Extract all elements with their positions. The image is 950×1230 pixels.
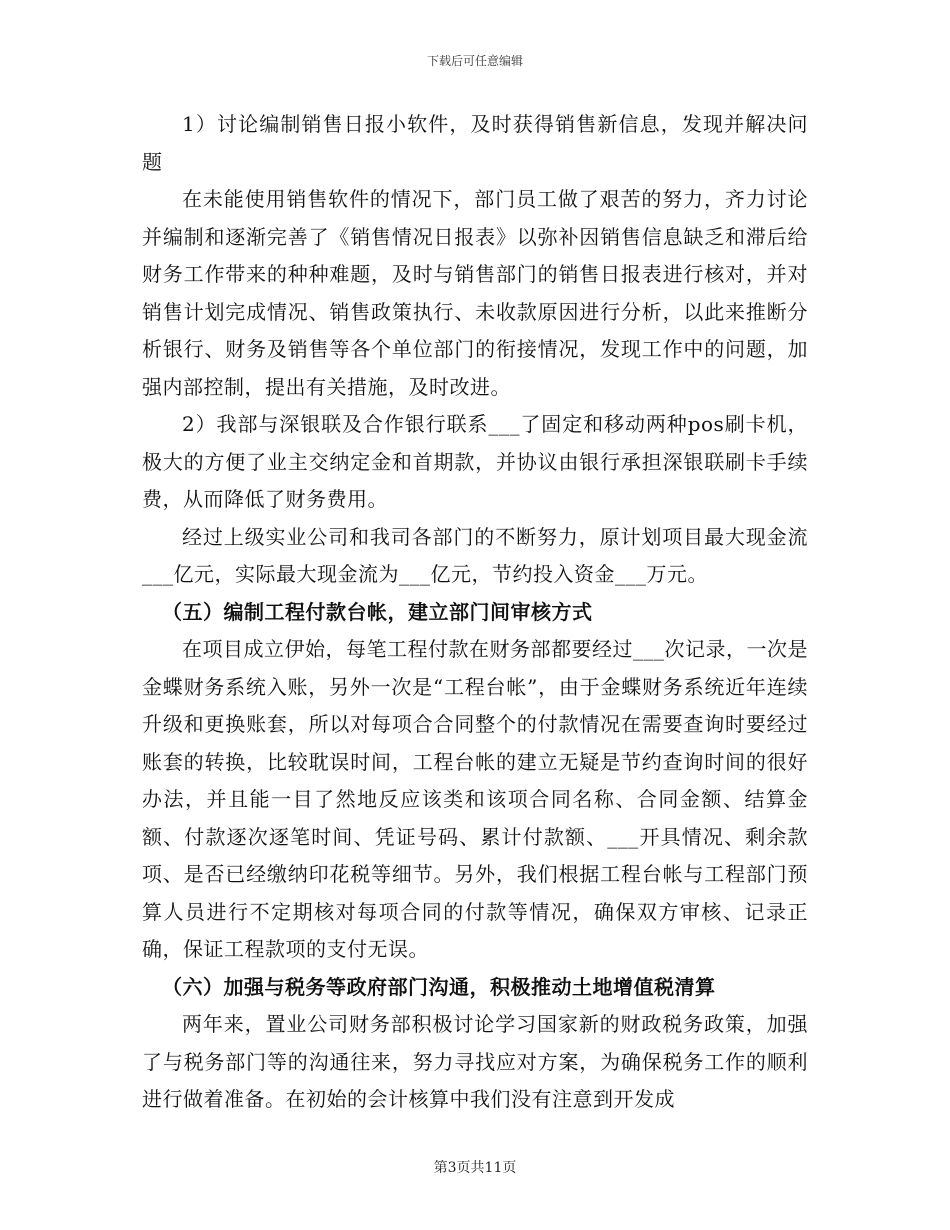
paragraph-tax-policy: 两年来，置业公司财务部积极讨论学习国家新的财政税务政策，加强了与税务部门等的沟通往来，努力寻找应对方案，为确保税务工作的顺利进行做着准备。在初始的会计核算中我们没有注意到开发成 bbox=[142, 1012, 808, 1111]
paragraph-item-1: 1）讨论编制销售日报小软件，及时获得销售新信息，发现并解决问题 bbox=[142, 112, 808, 174]
paragraph-payment-ledger: 在项目成立伊始，每笔工程付款在财务部都要经过___次记录，一次是金蝶财务系统入账，另外一次是“工程台帐”，由于金蝶财务系统近年连续升级和更换账套，所以对每项合合同整个的付款情况在需要查询时要经过账套的转换，比较耽误时间，工程台帐的建立无疑是节约查询时间的很好办法，并且能一目了然地反应该类和该项合同名称、合同金额、结算金额、付款逐次逐笔时间、凭证号码、累计付款额、___开具情况、剩余款项、是否已经缴纳印花税等细节。另外，我们根据工程台帐与工程部门预算人员进行不定期核对每项合同的付款等情况，确保双方审核、记录正确，保证工程款项的支付无误。 bbox=[142, 637, 808, 961]
document-body bbox=[142, 106, 808, 1119]
section-heading-6: （六）加强与税务等政府部门沟通，积极推动土地增值税清算 bbox=[162, 974, 716, 999]
section-heading-5: （五）编制工程付款台帐，建立部门间审核方式 bbox=[162, 599, 593, 624]
paragraph-item-2: 2）我部与深银联及合作银行联系___了固定和移动两种pos刷卡机，极大的方便了业主交纳定金和首期款，并协议由银行承担深银联刷卡手续费，从而降低了财务费用。 bbox=[142, 412, 808, 511]
page-number: 第3页共11页 bbox=[433, 1160, 517, 1176]
page-header: 下载后可任意编辑 bbox=[426, 54, 523, 68]
paragraph-sales-report: 在未能使用销售软件的情况下，部门员工做了艰苦的努力，齐力讨论并编制和逐渐完善了《销售情况日报表》以弥补因销售信息缺乏和滞后给财务工作带来的种种难题，及时与销售部门的销售日报表进行核对，并对销售计划完成情况、销售政策执行、未收款原因进行分析，以此来推断分析银行、财务及销售等各个单位部门的衔接情况，发现工作中的问题，加强内部控制，提出有关措施，及时改进。 bbox=[142, 187, 808, 399]
paragraph-cash-flow: 经过上级实业公司和我司各部门的不断努力，原计划项目最大现金流___亿元，实际最大现金流为___亿元，节约投入资金___万元。 bbox=[142, 524, 808, 586]
